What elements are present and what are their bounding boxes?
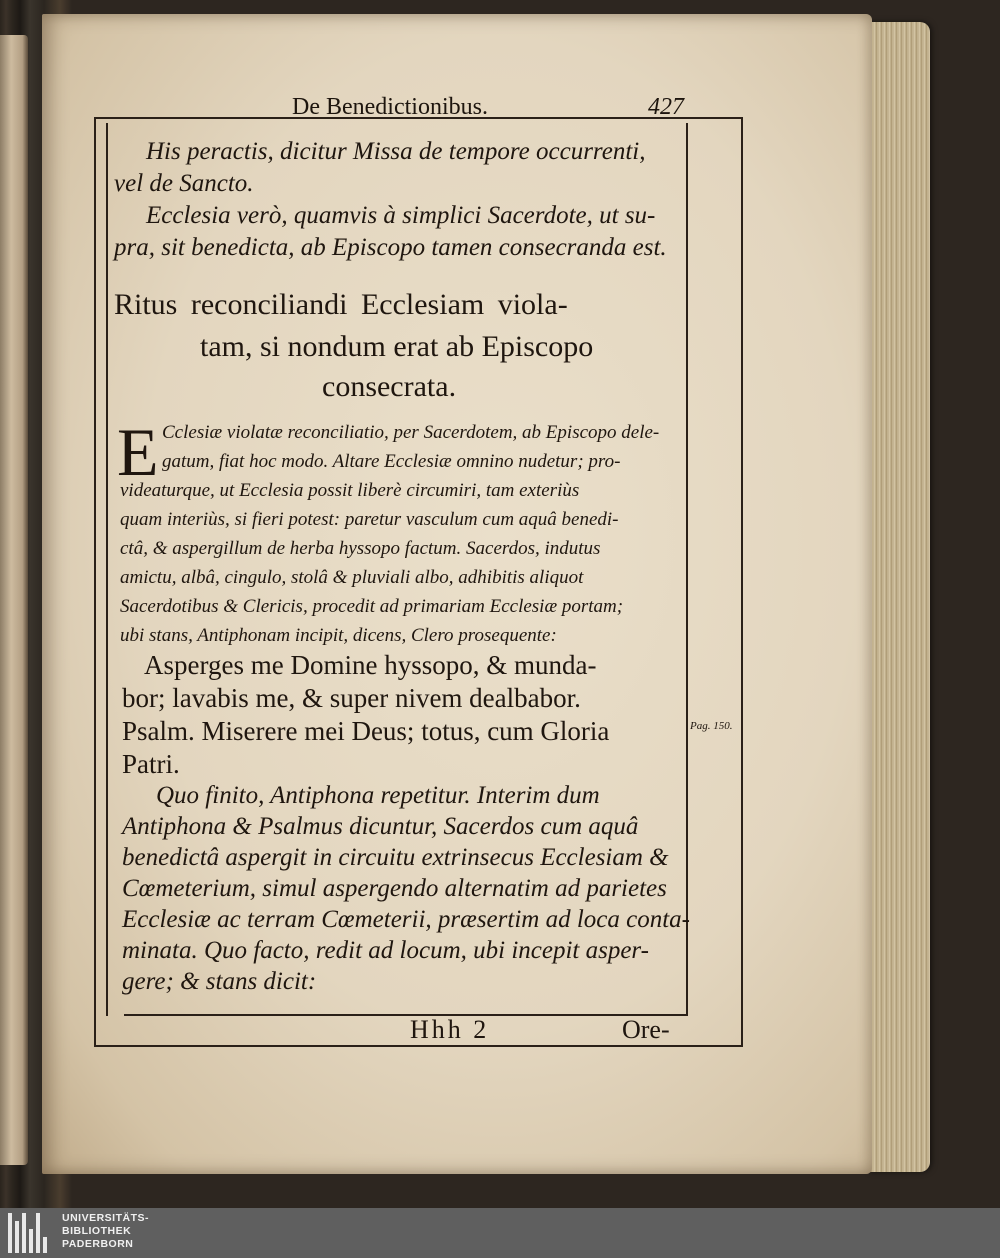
paragraph-line: Sacerdotibus & Clericis, procedit ad primariam Ecclesiæ portam;	[120, 596, 624, 617]
paragraph-line: benedictâ aspergit in circuitu extrinsecus Ecclesiam &	[122, 844, 669, 871]
library-name-line: PADERBORN	[62, 1238, 134, 1250]
section-heading-line: Ritus reconciliandi Ecclesiam viola-	[114, 288, 568, 321]
running-head-title: De Benedictionibus.	[292, 94, 488, 120]
paragraph-line: quam interiùs, si fieri potest: paretur vasculum cum aquâ benedi-	[120, 509, 619, 530]
drop-cap-initial: E	[117, 414, 159, 490]
intro-line: vel de Sancto.	[114, 170, 254, 197]
paragraph-line: Ecclesiæ ac terram Cœmeterii, præsertim ad loca conta-	[122, 906, 690, 933]
antiphon-line: Psalm. Miserere mei Deus; totus, cum Gloria	[122, 716, 610, 746]
paragraph-line: gatum, fiat hoc modo. Altare Ecclesiæ omnino nudetur; pro-	[162, 451, 621, 472]
intro-line: Ecclesia verò, quamvis à simplici Sacerdote, ut su-	[146, 202, 656, 229]
inner-bottom-rule	[124, 1014, 687, 1016]
intro-line: His peractis, dicitur Missa de tempore occurrenti,	[146, 138, 646, 165]
library-name	[62, 1212, 149, 1251]
paragraph-line: minata. Quo facto, redit ad locum, ubi incepit asper-	[122, 937, 649, 964]
antiphon-line: Patri.	[122, 749, 180, 779]
book-fore-edge	[868, 22, 930, 1172]
inner-left-rule	[106, 123, 108, 1016]
library-logo-icon	[6, 1213, 52, 1253]
margin-note: Pag. 150.	[690, 720, 733, 732]
library-name-line: UNIVERSITÄTS-	[62, 1212, 150, 1224]
page-number: 427	[648, 94, 684, 120]
intro-line: pra, sit benedicta, ab Episcopo tamen consecranda est.	[114, 234, 667, 261]
library-name-line: BIBLIOTHEK	[62, 1225, 132, 1237]
paragraph-line: videaturque, ut Ecclesia possit liberè circumiri, tam exteriùs	[120, 480, 580, 501]
paragraph-line: Quo finito, Antiphona repetitur. Interim dum	[156, 782, 600, 809]
paragraph-line: Cœmeterium, simul aspergendo alternatim ad parietes	[122, 875, 667, 902]
signature-mark: Hhh 2	[410, 1015, 490, 1044]
section-heading-line: tam, si nondum erat ab Episcopo	[200, 330, 594, 363]
section-heading-line: consecrata.	[322, 370, 457, 403]
paragraph-line: Cclesiæ violatæ reconciliatio, per Sacerdotem, ab Episcopo dele-	[162, 422, 660, 443]
library-footer-bar	[0, 1208, 1000, 1258]
antiphon-line: bor; lavabis me, & super nivem dealbabor.	[122, 683, 581, 713]
inner-right-rule	[686, 123, 688, 1016]
facing-page-edge	[0, 35, 28, 1165]
paragraph-line: Antiphona & Psalmus dicuntur, Sacerdos cum aquâ	[122, 813, 639, 840]
catchword: Ore-	[622, 1015, 670, 1044]
paragraph-line: ubi stans, Antiphonam incipit, dicens, Clero prosequente:	[120, 625, 557, 646]
paragraph-line: gere; & stans dicit:	[122, 968, 317, 995]
paragraph-line: ctâ, & aspergillum de herba hyssopo factum. Sacerdos, indutus	[120, 538, 601, 559]
paragraph-line: amictu, albâ, cingulo, stolâ & pluviali albo, adhibitis aliquot	[120, 567, 584, 588]
antiphon-line: Asperges me Domine hyssopo, & munda-	[144, 650, 597, 680]
